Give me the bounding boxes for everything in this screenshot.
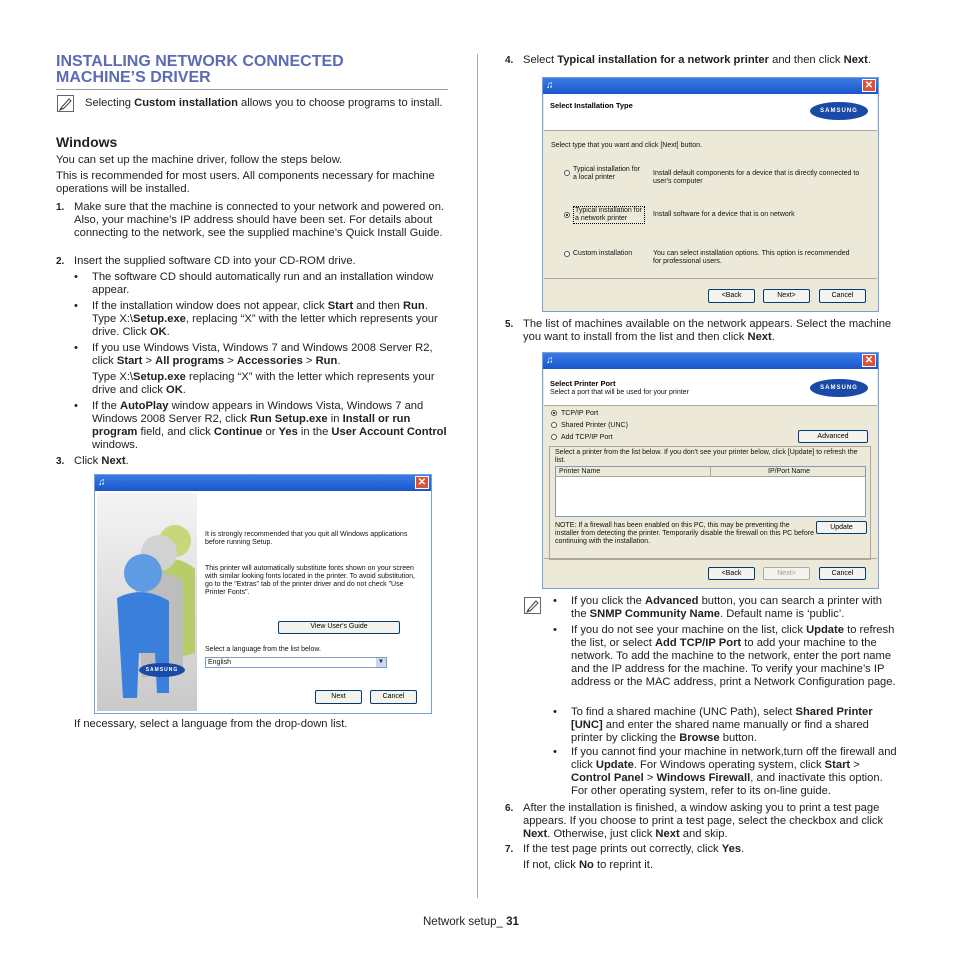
typical-network-desc: Install software for a device that is on network <box>653 211 795 218</box>
custom-install-desc: You can select installation options. This option is recommended for professional users. <box>653 250 850 265</box>
cancel-button[interactable]: Cancel <box>819 289 866 303</box>
note-bullet-3: • To find a shared machine (UNC Path), select Shared Printer [UNC] and enter the shared name manually or find a shared printer by clicking the Browse button. <box>553 706 873 744</box>
step-2: 2. Insert the supplied software CD into your CD-ROM drive. <box>56 255 356 267</box>
typical-local-desc: Install default components for a device that is directly connected to user's computer <box>653 170 860 185</box>
windows-heading: Windows <box>56 134 118 150</box>
setup-text-2: This printer will automatically substitute fonts shown on your screen with similar looking fonts located in the printer. To avoid substitution, go to the "Extras" tab of the printer driver and do not check "Use Printer Fonts". <box>205 565 415 596</box>
close-button[interactable]: ✕ <box>862 79 876 92</box>
typical-local-label[interactable]: Typical installation for a local printer <box>573 166 640 181</box>
intro-2: This is recommended for most users. All components necessary for machine operations will be installed. <box>56 170 435 195</box>
samsung-logo: SAMSUNG <box>810 102 868 120</box>
typical-local-radio[interactable] <box>564 170 570 176</box>
bullet-3-para: Type X:\Setup.exe replacing “X” with the letter which represents your drive and click OK. <box>92 371 435 396</box>
samsung-logo: SAMSUNG <box>139 663 185 677</box>
back-button[interactable]: <Back <box>708 289 755 303</box>
step-4: 4. Select Typical installation for a network printer and then click Next. <box>505 54 871 66</box>
step-6: 6. After the installation is finished, a window asking you to print a test page appears. If you choose to print a test page, select the checkbox and click Next. Otherwise, just click Next and skip. <box>505 802 884 840</box>
bullet-1: • The software CD should automatically run and an installation window appear. <box>74 271 434 296</box>
step-5: 5. The list of machines available on the network appears. Select the machine you want to install from the list and then click Next. <box>505 318 892 343</box>
column-divider <box>477 54 478 898</box>
page-number: 31 <box>506 916 519 928</box>
back-button[interactable]: <Back <box>708 567 755 580</box>
setup-app-icon: ♫ <box>98 477 106 488</box>
installer-app-icon: ♫ <box>546 80 554 91</box>
installation-type-dialog <box>542 77 879 312</box>
typical-network-radio[interactable] <box>564 212 570 218</box>
close-button[interactable]: ✕ <box>862 354 876 367</box>
col-ip-port-name[interactable]: IP/Port Name <box>768 468 811 475</box>
bullet-4: • If the AutoPlay window appears in Windows Vista, Windows 7 and Windows 2008 Server R2, click Run Setup.exe in Install or run program field, and click Continue or Yes in the User Account Control windows. <box>74 400 447 451</box>
language-select[interactable]: English ▼ <box>205 657 387 668</box>
step-7: 7. If the test page prints out correctly, click Yes. <box>505 843 745 855</box>
page-title: INSTALLING NETWORK CONNECTED MACHINE’S DRIVER <box>56 53 344 86</box>
step-7-para: If not, click No to reprint it. <box>523 859 653 871</box>
printer-list-header <box>556 467 865 477</box>
note-text: Selecting Custom installation allows you to choose programs to install. <box>85 97 443 109</box>
setup-graphic-panel <box>97 493 197 711</box>
shared-printer-label[interactable]: Shared Printer (UNC) <box>561 422 628 429</box>
step-1: 1. Make sure that the machine is connected to your network and powered on. Also, your machine’s IP address should have been set. For details about connecting to the network, see the supplied machine’s Quick Install Guide. <box>56 201 445 239</box>
next-button[interactable]: Next> <box>763 289 810 303</box>
advanced-button[interactable]: Advanced <box>798 430 868 443</box>
add-tcpip-port-radio[interactable] <box>551 434 557 440</box>
close-button[interactable]: ✕ <box>415 476 429 489</box>
add-tcpip-port-label[interactable]: Add TCP/IP Port <box>561 434 613 441</box>
cancel-button[interactable]: Cancel <box>819 567 866 580</box>
tcpip-port-label[interactable]: TCP/IP Port <box>561 410 599 417</box>
setup-dialog <box>94 474 432 714</box>
update-button[interactable]: Update <box>816 521 867 534</box>
type-prompt: Select type that you want and click [Next] button. <box>551 142 702 149</box>
samsung-logo: SAMSUNG <box>810 379 868 397</box>
col-printer-name[interactable]: Printer Name <box>559 468 601 475</box>
printer-port-dialog <box>542 352 879 589</box>
dialog-title: Select Installation Type <box>550 101 633 110</box>
intro-1: You can set up the machine driver, follow the steps below. <box>56 154 343 166</box>
setup-text-1: It is strongly recommended that you quit all Windows applications before running Setup. <box>205 531 408 546</box>
dialog-title: Select Printer Port <box>550 379 616 388</box>
bullet-3: • If you use Windows Vista, Windows 7 and Windows 2008 Server R2, click Start > All programs > Accessories > Run. <box>74 342 433 367</box>
dialog-header <box>544 94 877 131</box>
next-button[interactable]: Next <box>315 690 362 704</box>
note-bullet-2: • If you do not see your machine on the list, click Update to refresh the list, or select Add TCP/IP Port to add your machine to the network. To add the machine to the network, enter the port name and the IP address for the machine. To verify your machine’s IP address or the MAC address, print a Network Configuration page. <box>553 624 896 688</box>
custom-install-label[interactable]: Custom installation <box>573 250 633 257</box>
dialog-header <box>544 369 877 406</box>
next-button[interactable]: Next> <box>763 567 810 580</box>
printer-list[interactable] <box>555 466 866 517</box>
bullet-2: • If the installation window does not appear, click Start and then Run. Type X:\Setup.exe, replacing “X” with the letter which represents your drive. Click OK. <box>74 300 438 338</box>
shared-printer-radio[interactable] <box>551 422 557 428</box>
custom-install-radio[interactable] <box>564 251 570 257</box>
page-footer: Network setup_ 31 <box>423 916 519 928</box>
title-rule <box>56 89 448 90</box>
printer-list-info: Select a printer from the list below. If you don't see your printer below, click [Update] to refresh the list. <box>555 449 858 464</box>
note-bullet-1: • If you click the Advanced button, you can search a printer with the SNMP Community Name. Default name is ‘public’. <box>553 595 882 620</box>
note-icon <box>524 597 541 614</box>
tcpip-port-radio[interactable] <box>551 410 557 416</box>
view-users-guide-button[interactable]: View User's Guide <box>278 621 400 634</box>
dialog-subtitle: Select a port that will be used for your printer <box>550 389 689 396</box>
after-dialog-text: If necessary, select a language from the drop-down list. <box>74 718 348 730</box>
cancel-button[interactable]: Cancel <box>370 690 417 704</box>
language-label: Select a language from the list below. <box>205 646 321 653</box>
note-icon <box>57 95 74 112</box>
note-bullet-4: • If you cannot find your machine in network,turn off the firewall and click Update. For Windows operating system, click Start > Control Panel > Windows Firewall, and inactivate this option. For other operating system, refer to its on-line guide. <box>553 746 897 797</box>
installer-app-icon: ♫ <box>546 355 554 366</box>
chevron-down-icon[interactable]: ▼ <box>376 658 386 667</box>
step-3: 3. Click Next. <box>56 455 129 467</box>
firewall-note: NOTE: If a firewall has been enabled on this PC, this may be preventing the installer from detecting the printer. Temporarily disable the firewall on this PC before continuing with the installation. <box>555 522 814 545</box>
typical-network-label[interactable]: Typical installation for a network printer <box>573 206 645 224</box>
people-illustration <box>97 493 197 711</box>
